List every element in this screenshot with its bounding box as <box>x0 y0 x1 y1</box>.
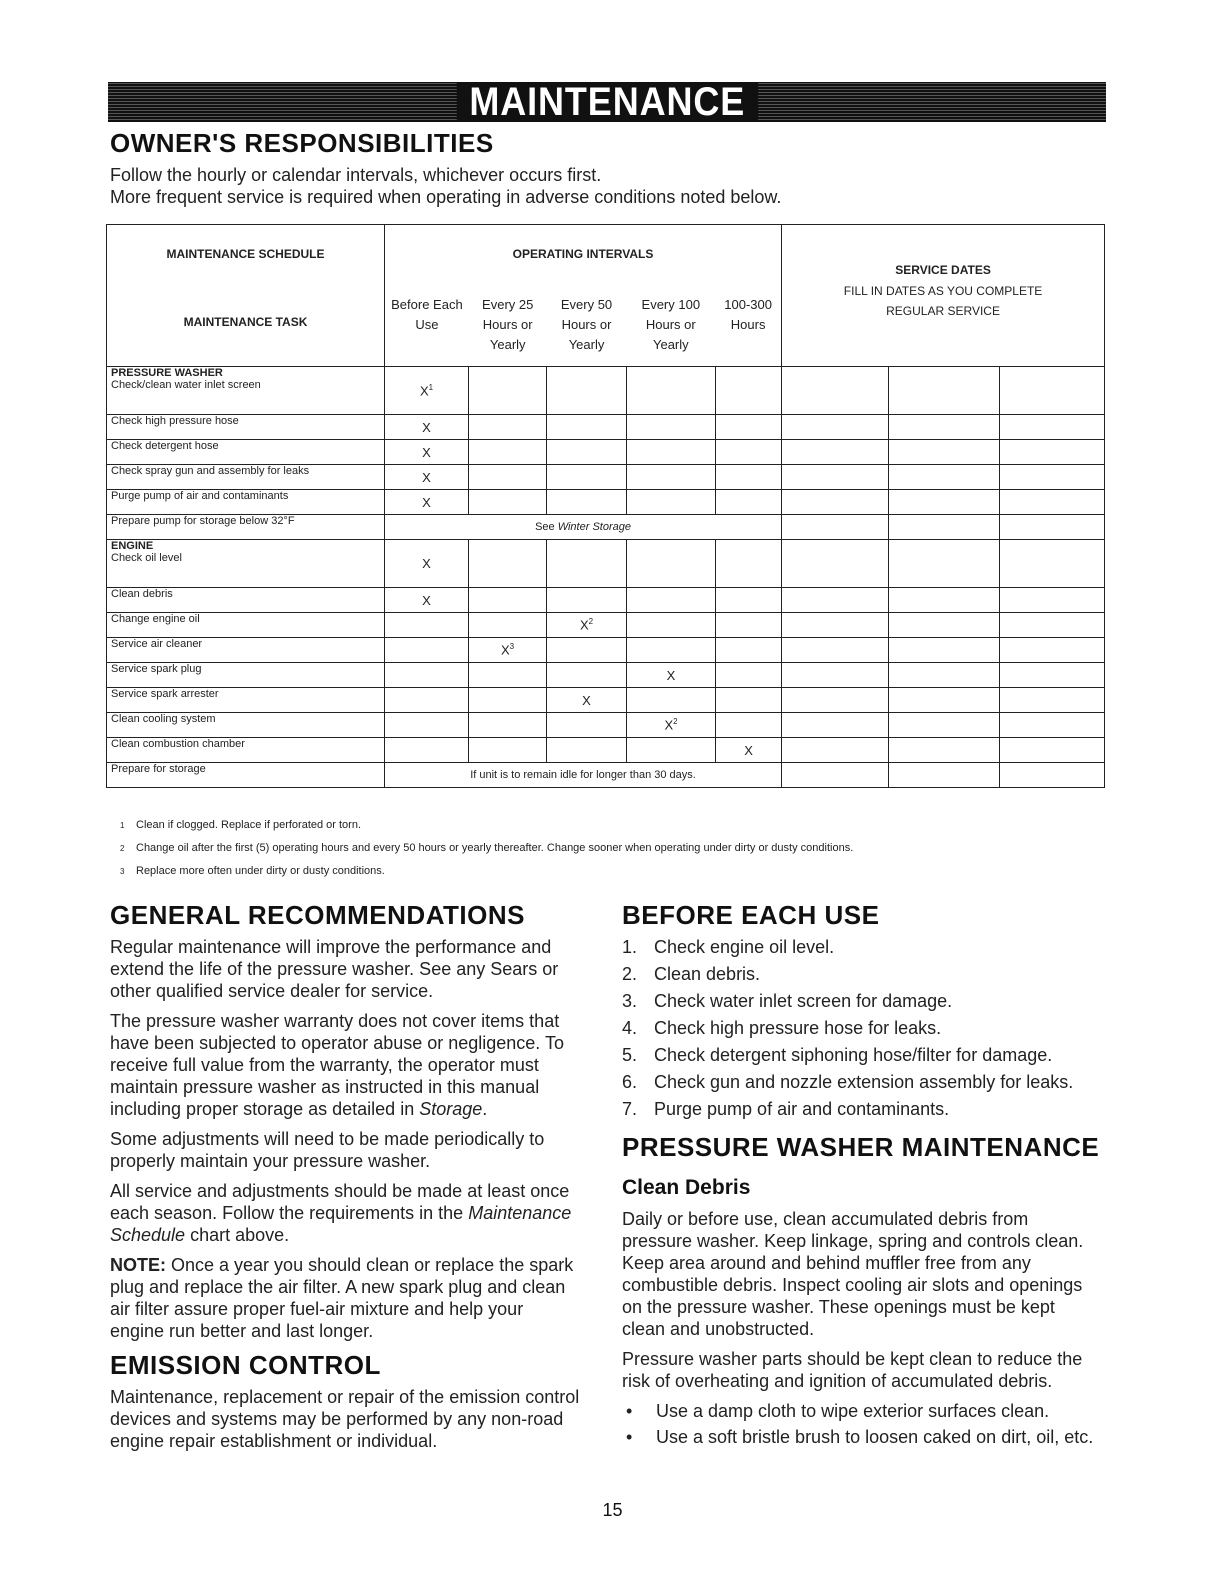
interval-heading: Every 50 Hours or Yearly <box>560 297 613 352</box>
task-cell <box>107 367 385 415</box>
service-date-cell[interactable] <box>782 663 889 688</box>
task-cell <box>107 738 385 763</box>
interval-mark <box>385 663 469 688</box>
bullet-item <box>622 1426 1102 1448</box>
service-date-cell[interactable] <box>1000 613 1105 638</box>
task-cell <box>107 540 385 588</box>
general-p2 <box>110 1010 580 1120</box>
interval-mark <box>385 588 469 613</box>
interval-heading: Every 25 Hours or Yearly <box>482 297 534 352</box>
clean-debris-body <box>622 1208 1102 1452</box>
service-date-cell[interactable] <box>1000 540 1105 588</box>
interval-mark <box>627 638 716 663</box>
service-date-cell[interactable] <box>1000 588 1105 613</box>
task-label: Change engine oil <box>111 613 200 625</box>
interval-mark <box>547 540 627 588</box>
service-date-cell[interactable] <box>782 763 889 788</box>
interval-mark <box>547 415 627 440</box>
header-service-dates <box>782 225 1105 367</box>
emission-control-title: EMISSION CONTROL <box>110 1350 381 1380</box>
task-label: Check/clean water inlet screen <box>111 379 261 391</box>
task-label: Service spark plug <box>111 663 202 675</box>
clean-debris-bullets <box>622 1400 1102 1448</box>
footnote-number: 2 <box>120 844 125 853</box>
bullet-icon: • <box>626 1427 633 1447</box>
mark-text: X <box>582 692 591 708</box>
service-date-cell[interactable] <box>889 415 1000 440</box>
service-date-cell[interactable] <box>782 465 889 490</box>
interval-mark <box>385 713 469 738</box>
service-date-cell[interactable] <box>889 638 1000 663</box>
service-date-cell[interactable] <box>1000 663 1105 688</box>
clean-debris-p2: Pressure washer parts should be kept clean to reduce the risk of overheating and ignition of accumulated debris. <box>622 1349 1083 1391</box>
owners-intro <box>110 164 781 208</box>
step-text: Clean debris. <box>654 964 761 984</box>
footnote-number: 1 <box>120 821 125 830</box>
service-date-cell[interactable] <box>782 367 889 415</box>
interval-mark <box>716 688 782 713</box>
interval-mark <box>469 588 547 613</box>
header-schedule-label: MAINTENANCE SCHEDULE <box>166 247 325 261</box>
step-item <box>622 936 1102 958</box>
interval-mark <box>716 415 782 440</box>
maintenance-schedule-table <box>106 224 1105 788</box>
before-each-use-body <box>622 936 1102 1125</box>
header-task-label: MAINTENANCE TASK <box>183 315 308 329</box>
interval-mark <box>385 613 469 638</box>
interval-mark <box>385 540 469 588</box>
step-number: 3. <box>622 991 638 1011</box>
mark-footnote-ref: 3 <box>509 642 515 652</box>
step-text: Check high pressure hose for leaks. <box>654 1018 942 1038</box>
task-cell <box>107 490 385 515</box>
banner-title: MAINTENANCE <box>456 82 757 122</box>
schedule-row <box>107 588 1105 613</box>
schedule-row <box>107 613 1105 638</box>
task-label: Check oil level <box>111 552 182 564</box>
clean-debris-subtitle: Clean Debris <box>622 1176 751 1199</box>
mark-text: X <box>422 444 431 460</box>
interval-mark <box>385 440 469 465</box>
service-date-cell[interactable] <box>1000 713 1105 738</box>
interval-mark <box>627 490 716 515</box>
interval-mark <box>627 588 716 613</box>
interval-mark <box>469 440 547 465</box>
task-label: Check detergent hose <box>111 440 219 452</box>
interval-mark <box>385 638 469 663</box>
step-text: Check water inlet screen for damage. <box>654 991 953 1011</box>
schedule-row <box>107 415 1105 440</box>
maintenance-banner <box>108 82 1106 122</box>
service-date-cell[interactable] <box>1000 738 1105 763</box>
step-item <box>622 1044 1102 1066</box>
task-cell <box>107 613 385 638</box>
step-number: 5. <box>622 1045 638 1065</box>
schedule-row <box>107 663 1105 688</box>
span-note <box>385 515 782 540</box>
schedule-row <box>107 490 1105 515</box>
interval-mark <box>627 465 716 490</box>
interval-mark <box>385 688 469 713</box>
interval-mark <box>547 588 627 613</box>
service-date-cell[interactable] <box>782 540 889 588</box>
interval-mark <box>716 613 782 638</box>
span-note-text: See <box>535 521 558 533</box>
footnote <box>120 814 853 837</box>
bullet-text: Use a soft bristle brush to loosen caked on dirt, oil, etc. <box>656 1427 1094 1447</box>
emission-p1: Maintenance, replacement or repair of the emission control devices and systems may be performed by any non-road engine repair establishment or individual. <box>110 1387 580 1451</box>
task-cell <box>107 415 385 440</box>
general-p2-italic: Storage <box>419 1099 483 1119</box>
schedule-row <box>107 713 1105 738</box>
mark-text: X <box>666 667 676 683</box>
interval-mark <box>547 440 627 465</box>
interval-mark <box>716 588 782 613</box>
service-date-cell[interactable] <box>889 440 1000 465</box>
interval-mark <box>469 367 547 415</box>
interval-mark <box>627 738 716 763</box>
note-text: Once a year you should clean or replace the spark plug and replace the air filter. A new spark plug and clean air filter assure proper fuel-air mixture and help your engine run better and last longer. <box>110 1255 574 1341</box>
interval-mark <box>547 465 627 490</box>
interval-mark <box>385 490 469 515</box>
interval-mark <box>716 738 782 763</box>
step-text: Check engine oil level. <box>654 937 835 957</box>
interval-mark <box>547 738 627 763</box>
interval-mark <box>627 688 716 713</box>
mark-text: X <box>500 642 510 658</box>
service-date-cell[interactable] <box>782 713 889 738</box>
service-date-cell[interactable] <box>1000 515 1105 540</box>
interval-mark <box>716 638 782 663</box>
general-p1: Regular maintenance will improve the performance and extend the life of the pressure washer. See any Sears or other qualified service dealer for service. <box>110 937 559 1001</box>
page-number: 15 <box>602 1500 623 1520</box>
interval-mark <box>547 638 627 663</box>
general-p2-end: . <box>482 1099 488 1119</box>
task-cell <box>107 515 385 540</box>
general-p3: Some adjustments will need to be made periodically to properly maintain your pressure washer. <box>110 1129 545 1171</box>
step-item <box>622 963 1102 985</box>
interval-mark <box>469 738 547 763</box>
service-date-cell[interactable] <box>782 490 889 515</box>
service-date-cell[interactable] <box>889 588 1000 613</box>
step-number: 4. <box>622 1018 638 1038</box>
service-date-cell[interactable] <box>889 663 1000 688</box>
general-recommendations-body <box>110 936 580 1350</box>
step-number: 2. <box>622 964 638 984</box>
general-recommendations-title: GENERAL RECOMMENDATIONS <box>110 900 525 930</box>
interval-mark <box>716 490 782 515</box>
before-each-use-steps <box>622 936 1102 1120</box>
step-number: 1. <box>622 937 638 957</box>
interval-mark <box>469 540 547 588</box>
interval-mark <box>547 663 627 688</box>
interval-mark <box>469 713 547 738</box>
clean-debris-p1: Daily or before use, clean accumulated debris from pressure washer. Keep linkage, spring and controls clean. Keep area around and behind muffler free from any combustible debris. Inspect cooling air slots and openings on the pressure washer. These openings must be kept clean and unobstructed. <box>622 1209 1084 1339</box>
task-label: Clean cooling system <box>111 713 216 725</box>
schedule-row <box>107 738 1105 763</box>
step-item <box>622 1071 1102 1093</box>
footnote-text: Clean if clogged. Replace if perforated or torn. <box>136 819 362 831</box>
interval-mark <box>469 688 547 713</box>
before-each-use-title: BEFORE EACH USE <box>622 900 880 930</box>
mark-text: X <box>422 494 431 510</box>
interval-mark <box>469 465 547 490</box>
task-label: Service air cleaner <box>111 638 203 650</box>
service-date-cell[interactable] <box>782 688 889 713</box>
service-date-cell[interactable] <box>889 490 1000 515</box>
schedule-row <box>107 763 1105 788</box>
general-p2-text: The pressure washer warranty does not cover items that have been subjected to operator abuse or negligence. To receive full value from the warranty, the operator must maintain pressure washer as instructed in this manual including proper storage as detailed in <box>110 1011 564 1119</box>
interval-mark <box>547 688 627 713</box>
task-label: Check spray gun and assembly for leaks <box>111 465 310 477</box>
step-text: Check detergent siphoning hose/filter for damage. <box>654 1045 1053 1065</box>
service-date-cell[interactable] <box>782 415 889 440</box>
schedule-row <box>107 440 1105 465</box>
service-date-cell[interactable] <box>782 738 889 763</box>
task-label: Prepare pump for storage below 32°F <box>111 515 295 527</box>
footnote <box>120 837 853 860</box>
span-note <box>385 763 782 788</box>
task-cell <box>107 713 385 738</box>
interval-mark <box>627 663 716 688</box>
interval-mark <box>547 713 627 738</box>
interval-mark <box>627 713 716 738</box>
mark-text: X <box>422 469 431 485</box>
schedule-row <box>107 540 1105 588</box>
service-date-cell[interactable] <box>782 638 889 663</box>
header-service-label: SERVICE DATES <box>895 263 991 277</box>
interval-mark <box>385 415 469 440</box>
mark-text: X <box>422 556 431 571</box>
service-date-cell[interactable] <box>889 763 1000 788</box>
service-date-cell[interactable] <box>889 713 1000 738</box>
task-label: Prepare for storage <box>111 763 206 775</box>
task-category: PRESSURE WASHER <box>111 367 223 379</box>
interval-mark <box>627 367 716 415</box>
header-task <box>107 225 385 367</box>
task-cell <box>107 663 385 688</box>
interval-mark <box>469 638 547 663</box>
task-cell <box>107 465 385 490</box>
emission-control-body <box>110 1386 580 1460</box>
service-date-cell[interactable] <box>889 688 1000 713</box>
step-text: Check gun and nozzle extension assembly for leaks. <box>654 1072 1074 1092</box>
service-date-cell[interactable] <box>1000 367 1105 415</box>
interval-mark <box>627 613 716 638</box>
bullet-icon: • <box>626 1401 633 1421</box>
general-p4-italic: Maintenance Schedule <box>110 1203 572 1245</box>
service-date-cell[interactable] <box>889 540 1000 588</box>
interval-mark <box>469 613 547 638</box>
interval-mark <box>627 415 716 440</box>
service-date-cell[interactable] <box>1000 638 1105 663</box>
mark-text: X <box>422 592 431 608</box>
interval-mark <box>716 440 782 465</box>
schedule-row <box>107 688 1105 713</box>
service-date-cell[interactable] <box>1000 440 1105 465</box>
service-date-cell[interactable] <box>889 367 1000 415</box>
interval-heading: 100-300 Hours <box>724 297 772 332</box>
interval-mark <box>385 738 469 763</box>
task-cell <box>107 588 385 613</box>
footnotes <box>120 814 853 883</box>
footnote-text: Replace more often under dirty or dusty conditions. <box>136 865 385 877</box>
interval-headings <box>385 295 781 355</box>
owners-responsibilities-title: OWNER'S RESPONSIBILITIES <box>110 128 494 158</box>
schedule-row <box>107 465 1105 490</box>
task-cell <box>107 763 385 788</box>
interval-mark <box>469 490 547 515</box>
task-label: Clean combustion chamber <box>111 738 245 750</box>
footnote <box>120 860 853 883</box>
task-label: Clean debris <box>111 588 173 600</box>
task-cell <box>107 638 385 663</box>
service-date-cell[interactable] <box>889 515 1000 540</box>
general-p4-text: All service and adjustments should be made at least once each season. Follow the requirements in the <box>110 1181 570 1223</box>
note-label: NOTE: <box>110 1255 166 1275</box>
interval-mark <box>547 490 627 515</box>
step-item <box>622 1098 1102 1120</box>
interval-mark <box>716 713 782 738</box>
task-label: Service spark arrester <box>111 688 219 700</box>
mark-text: X <box>664 717 674 733</box>
step-item <box>622 990 1102 1012</box>
task-label: Purge pump of air and contaminants <box>111 490 289 502</box>
service-date-cell[interactable] <box>1000 688 1105 713</box>
interval-mark <box>385 465 469 490</box>
bullet-text: Use a damp cloth to wipe exterior surfaces clean. <box>656 1401 1050 1421</box>
service-date-cell[interactable] <box>1000 763 1105 788</box>
task-cell <box>107 440 385 465</box>
interval-heading: Before Each Use <box>391 297 463 332</box>
service-date-cell[interactable] <box>782 440 889 465</box>
service-date-cell[interactable] <box>1000 465 1105 490</box>
interval-mark <box>716 465 782 490</box>
header-service-sub: FILL IN DATES AS YOU COMPLETE REGULAR SERVICE <box>843 284 1043 318</box>
general-p4 <box>110 1180 580 1246</box>
task-category: ENGINE <box>111 540 154 552</box>
interval-mark <box>627 440 716 465</box>
mark-footnote-ref: 1 <box>428 382 434 392</box>
mark-text: X <box>419 383 429 399</box>
schedule-row <box>107 638 1105 663</box>
intro-line-2: More frequent service is required when operating in adverse conditions noted below. <box>110 187 782 207</box>
step-text: Purge pump of air and contaminants. <box>654 1099 950 1119</box>
mark-footnote-ref: 2 <box>588 617 594 627</box>
interval-mark <box>547 367 627 415</box>
header-intervals-label: OPERATING INTERVALS <box>512 247 654 261</box>
general-note <box>110 1254 580 1342</box>
span-note-text: If unit is to remain idle for longer than 30 days. <box>470 769 696 781</box>
step-number: 6. <box>622 1072 638 1092</box>
mark-text: X <box>579 617 589 633</box>
service-date-cell[interactable] <box>782 613 889 638</box>
service-date-cell[interactable] <box>782 515 889 540</box>
mark-text: X <box>422 419 431 435</box>
mark-footnote-ref: 2 <box>673 717 678 727</box>
service-date-cell[interactable] <box>889 465 1000 490</box>
service-date-cell[interactable] <box>1000 415 1105 440</box>
general-p4-end: chart above. <box>185 1225 290 1245</box>
service-date-cell[interactable] <box>889 738 1000 763</box>
span-note-italic: Winter Storage <box>557 521 631 533</box>
footnote-number: 3 <box>120 867 125 876</box>
pressure-washer-maintenance-title: PRESSURE WASHER MAINTENANCE <box>622 1132 1100 1162</box>
service-date-cell[interactable] <box>889 613 1000 638</box>
interval-heading: Every 100 Hours or Yearly <box>641 297 701 352</box>
interval-mark <box>716 663 782 688</box>
footnote-text: Change oil after the first (5) operating hours and every 50 hours or yearly thereafter. Change sooner when operating under dirty or dusty conditions. <box>136 842 854 854</box>
schedule-row <box>107 515 1105 540</box>
service-date-cell[interactable] <box>782 588 889 613</box>
interval-mark <box>469 663 547 688</box>
schedule-row <box>107 367 1105 415</box>
intro-line-1: Follow the hourly or calendar intervals, whichever occurs first. <box>110 165 602 185</box>
service-date-cell[interactable] <box>1000 490 1105 515</box>
interval-mark <box>547 613 627 638</box>
bullet-item <box>622 1400 1102 1422</box>
step-item <box>622 1017 1102 1039</box>
interval-mark <box>469 415 547 440</box>
task-cell <box>107 688 385 713</box>
interval-mark <box>716 540 782 588</box>
interval-mark <box>716 367 782 415</box>
task-label: Check high pressure hose <box>111 415 239 427</box>
header-intervals <box>385 225 782 367</box>
step-number: 7. <box>622 1099 638 1119</box>
interval-mark <box>385 367 469 415</box>
interval-mark <box>627 540 716 588</box>
mark-text: X <box>744 742 753 758</box>
